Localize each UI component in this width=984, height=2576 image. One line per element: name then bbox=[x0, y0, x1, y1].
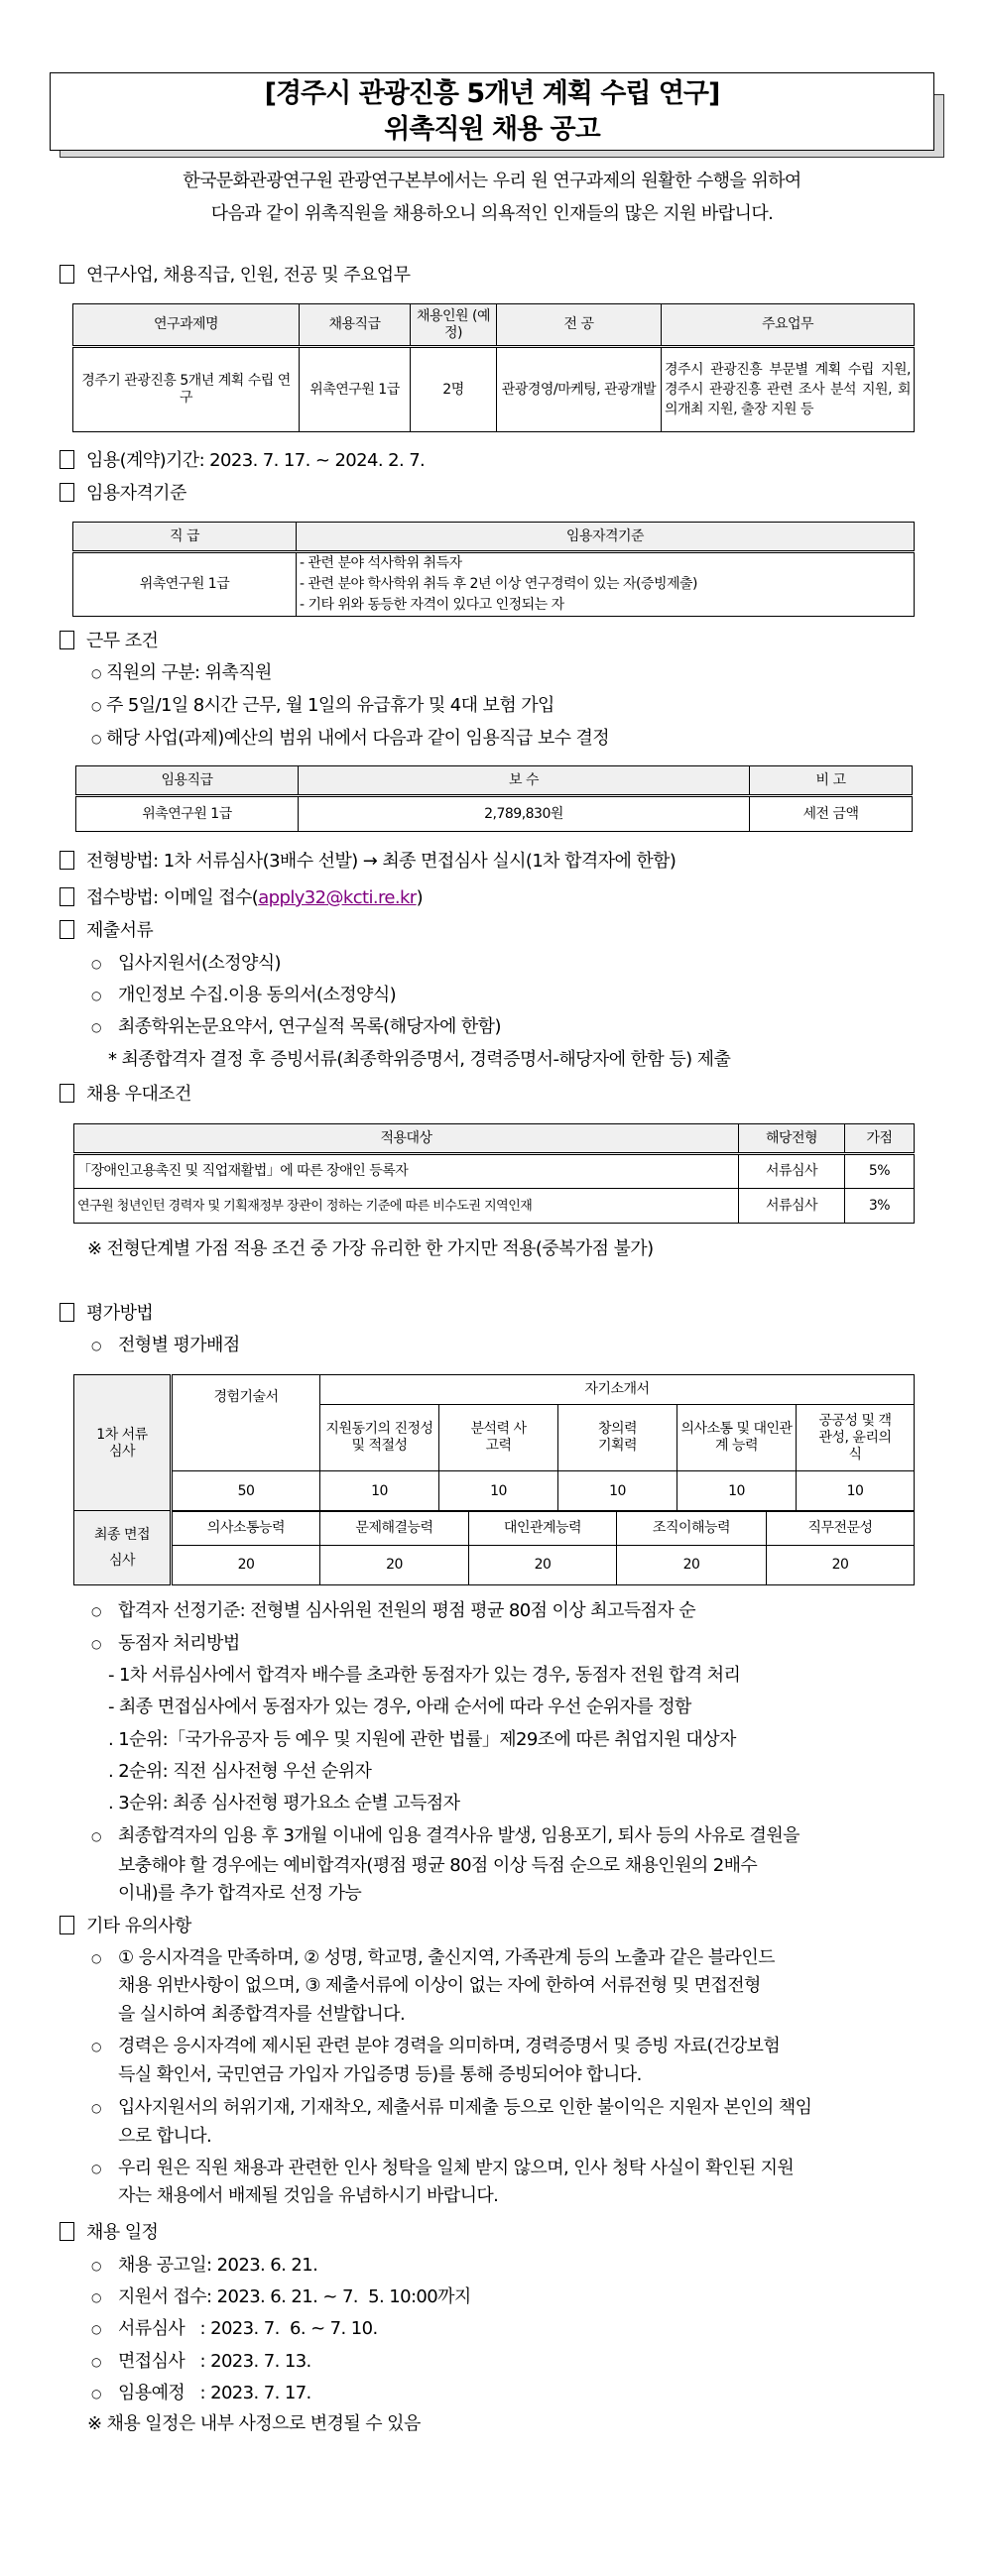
cell-grade: 위촉연구원 1급 bbox=[300, 347, 411, 432]
title-box bbox=[50, 72, 934, 151]
score-cell: 10 bbox=[558, 1471, 677, 1512]
bullet-icon: ○ bbox=[91, 1339, 102, 1352]
schedule-item: 채용 공고일: 2023. 6. 21. bbox=[118, 2255, 318, 2276]
section-heading-text: 채용 우대조건 bbox=[86, 1084, 191, 1105]
criterion-cell: 분석력 사고력 bbox=[439, 1405, 558, 1471]
criterion-cell: 의사소통 및 대인관계 능력 bbox=[677, 1405, 797, 1471]
header-cell: 임용직급 bbox=[76, 766, 299, 796]
bullet-icon: ○ bbox=[91, 2101, 102, 2115]
checkbox-icon bbox=[60, 851, 74, 870]
cell-grade: 위촉연구원 1급 bbox=[73, 552, 297, 617]
section-heading bbox=[60, 482, 186, 506]
note-line: 득실 확인서, 국민연금 가입자 가입증명 등)를 통해 증빙되어야 합니다. bbox=[118, 2064, 642, 2085]
intro-line: 다음과 같이 위촉직원을 채용하오니 의욕적인 인재들의 많은 지원 바랍니다. bbox=[210, 203, 774, 224]
header-cell: 적용대상 bbox=[74, 1124, 739, 1154]
page-subtitle: 위촉직원 채용 공고 bbox=[384, 114, 600, 145]
score-cell: 10 bbox=[797, 1471, 915, 1512]
schedule-note: ※ 채용 일정은 내부 사정으로 변경될 수 있음 bbox=[87, 2413, 421, 2434]
bullet-icon: ○ bbox=[91, 2259, 102, 2273]
work-item: 해당 사업(과제)예산의 범위 내에서 다음과 같이 임용직급 보수 결정 bbox=[106, 728, 610, 749]
schedule-item: 면접심사 : 2023. 7. 13. bbox=[118, 2351, 311, 2372]
score-cell: 50 bbox=[172, 1471, 320, 1512]
criterion-cell: 지원동기의 진정성 및 적절성 bbox=[320, 1405, 439, 1471]
section-heading-text: 평가방법 bbox=[86, 1303, 154, 1324]
header-cell: 임용자격기준 bbox=[297, 523, 915, 552]
bullet-icon: ○ bbox=[91, 1951, 102, 1965]
checkbox-icon bbox=[60, 265, 74, 284]
section-heading bbox=[60, 630, 158, 653]
period-line bbox=[60, 449, 425, 473]
score-cell: 10 bbox=[320, 1471, 439, 1512]
header-cell: 연구과제명 bbox=[73, 304, 300, 347]
method-line bbox=[60, 850, 676, 874]
bullet-icon: ○ bbox=[91, 666, 102, 680]
bullet-icon: ○ bbox=[91, 732, 102, 746]
header-cell: 주요업무 bbox=[662, 304, 915, 347]
section-heading bbox=[60, 1083, 191, 1107]
tie-heading: 동점자 처리방법 bbox=[118, 1633, 240, 1654]
header-cell: 보 수 bbox=[299, 766, 750, 796]
bullet-icon: ○ bbox=[91, 2387, 102, 2400]
note-line: 자는 채용에서 배제될 것임을 유념하시기 바랍니다. bbox=[118, 2185, 499, 2206]
qualification-table bbox=[72, 522, 915, 617]
criterion-cell: 의사소통능력 bbox=[172, 1511, 320, 1546]
bullet-icon: ○ bbox=[91, 2290, 102, 2304]
eval-sub: 전형별 평가배점 bbox=[118, 1335, 240, 1355]
apply-label: 접수방법: 이메일 접수( bbox=[86, 887, 259, 908]
section-heading-text: 채용 일정 bbox=[86, 2222, 159, 2243]
checkbox-icon bbox=[60, 1916, 74, 1934]
cell-project: 경주기 관광진흥 5개년 계획 수립 연구 bbox=[73, 347, 300, 432]
criterion-cell: 직무전문성 bbox=[767, 1511, 915, 1546]
bullet-icon: ○ bbox=[91, 2355, 102, 2369]
note-line: 우리 원은 직원 채용과 관련한 인사 청탁을 일체 받지 않으며, 인사 청탁 사실이 확인된 지원 bbox=[118, 2158, 795, 2178]
reserve-line: 보충해야 할 경우에는 예비합격자(평점 평균 80점 이상 득점 순으로 채용인원의 2배수 bbox=[118, 1855, 758, 1876]
doc-item: 개인정보 수집.이용 동의서(소정양식) bbox=[118, 985, 397, 1005]
header-cell: 가점 bbox=[845, 1124, 915, 1154]
section-heading bbox=[60, 919, 153, 943]
note-line: 경력은 응시자격에 제시된 관련 분야 경력을 의미하며, 경력증명서 및 증빙 자료(건강보험 bbox=[118, 2036, 781, 2056]
stage2-label: 최종 면접심사 bbox=[74, 1511, 172, 1585]
stage1-label: 1차 서류심사 bbox=[74, 1375, 172, 1512]
salary-table bbox=[75, 765, 913, 832]
checkbox-icon bbox=[60, 887, 74, 906]
header-cell: 해당전형 bbox=[739, 1124, 845, 1154]
cell-headcount: 2명 bbox=[411, 347, 497, 432]
checkbox-icon bbox=[60, 483, 74, 502]
score-cell: 20 bbox=[617, 1546, 767, 1585]
bullet-icon: ○ bbox=[91, 2040, 102, 2053]
criteria-item: - 관련 분야 석사학위 취득자 bbox=[300, 555, 462, 571]
score-cell: 10 bbox=[677, 1471, 797, 1512]
schedule-item: 지원서 접수: 2023. 6. 21. ~ 7. 5. 10:00까지 bbox=[118, 2286, 471, 2307]
score-cell: 20 bbox=[320, 1546, 469, 1585]
schedule-item: 임용예정 : 2023. 7. 17. bbox=[118, 2383, 311, 2403]
period-text: 임용(계약)기간: 2023. 7. 17. ~ 2024. 2. 7. bbox=[86, 450, 426, 471]
apply-close: ) bbox=[416, 887, 424, 908]
section-heading-text: 제출서류 bbox=[86, 920, 154, 941]
bullet-icon: ○ bbox=[91, 699, 102, 713]
note-line: 을 실시하여 최종합격자를 선발합니다. bbox=[118, 2004, 406, 2025]
intro-doc-label: 자기소개서 bbox=[320, 1375, 915, 1405]
note-line: ① 응시자격을 만족하며, ② 성명, 학교명, 출신지역, 가족관계 등의 노출과 같은 블라인드 bbox=[118, 1947, 775, 1968]
tie-item: - 최종 면접심사에서 동점자가 있는 경우, 아래 순서에 따라 우선 순위자를 정함 bbox=[108, 1697, 691, 1717]
bullet-icon: ○ bbox=[91, 2162, 102, 2175]
note-line: 으로 합니다. bbox=[118, 2126, 212, 2147]
rank-item: . 1순위:「국가유공자 등 예우 및 지원에 관한 법률」제29조에 따른 취업지원 대상자 bbox=[108, 1729, 736, 1750]
checkbox-icon bbox=[60, 920, 74, 939]
criterion-cell: 조직이해능력 bbox=[617, 1511, 767, 1546]
criterion-cell: 공공성 및 객관성, 윤리의식 bbox=[797, 1405, 915, 1471]
cell-target: 「장애인고용촉진 및 직업재활법」에 따른 장애인 등록자 bbox=[74, 1154, 739, 1189]
cell-major: 관광경영/마케팅, 관광개발 bbox=[497, 347, 662, 432]
cell-target: 연구원 청년인턴 경력자 및 기획재정부 장관이 정하는 기준에 따른 비수도권 지역인재 bbox=[74, 1189, 739, 1224]
exp-label: 경험기술서 bbox=[172, 1375, 320, 1471]
cell-points: 3% bbox=[845, 1189, 915, 1224]
section-heading bbox=[60, 2221, 158, 2245]
criteria-item: - 관련 분야 학사학위 취득 후 2년 이상 연구경력이 있는 자(증빙제출) bbox=[300, 576, 698, 592]
cell-stage: 서류심사 bbox=[739, 1154, 845, 1189]
header-cell: 채용인원 (예정) bbox=[411, 304, 497, 347]
preference-note: ※ 전형단계별 가점 적용 조건 중 가장 유리한 한 가지만 적용(중복가점 불가) bbox=[87, 1238, 654, 1259]
interview-table bbox=[73, 1510, 915, 1585]
bullet-icon: ○ bbox=[91, 1604, 102, 1618]
cell-stage: 서류심사 bbox=[739, 1189, 845, 1224]
header-cell: 전 공 bbox=[497, 304, 662, 347]
intro-line: 한국문화관광연구원 관광연구본부에서는 우리 원 연구과제의 원활한 수행을 위하여 bbox=[183, 171, 801, 191]
method-text: 전형방법: 1차 서류심사(3배수 선발) → 최종 면접심사 실시(1차 합격자에 한함) bbox=[86, 851, 676, 872]
criterion-cell: 창의력 기획력 bbox=[558, 1405, 677, 1471]
doc-item: 입사지원서(소정양식) bbox=[118, 953, 281, 974]
work-item: 직원의 구분: 위촉직원 bbox=[106, 662, 272, 683]
section-heading-text: 연구사업, 채용직급, 인원, 전공 및 주요업무 bbox=[86, 265, 411, 286]
bullet-icon: ○ bbox=[91, 1637, 102, 1651]
criterion-cell: 대인관계능력 bbox=[469, 1511, 617, 1546]
evaluation-table bbox=[73, 1374, 915, 1512]
email-link[interactable]: apply32@kcti.re.kr bbox=[258, 887, 417, 908]
header-cell: 직 급 bbox=[73, 523, 297, 552]
bullet-icon: ○ bbox=[91, 1829, 102, 1843]
cell-duties: 경주시 관광진흥 부문별 계획 수립 지원, 경주시 관광진흥 관련 조사 분석 지원, 회의개최 지원, 출장 지원 등 bbox=[662, 347, 915, 432]
cell-salary: 2,789,830원 bbox=[299, 796, 750, 832]
checkbox-icon bbox=[60, 631, 74, 649]
cell-remark: 세전 금액 bbox=[750, 796, 913, 832]
score-cell: 20 bbox=[172, 1546, 320, 1585]
schedule-item: 서류심사 : 2023. 7. 6. ~ 7. 10. bbox=[118, 2318, 378, 2339]
section-heading bbox=[60, 264, 410, 288]
work-item: 주 5일/1일 8시간 근무, 월 1일의 유급휴가 및 4대 보험 가입 bbox=[106, 695, 554, 716]
doc-item: 최종학위논문요약서, 연구실적 목록(해당자에 한함) bbox=[118, 1016, 501, 1037]
section-heading-text: 근무 조건 bbox=[86, 631, 159, 651]
reserve-line: 이내)를 추가 합격자로 선정 가능 bbox=[118, 1883, 362, 1904]
pass-criteria: 합격자 선정기준: 전형별 심사위원 전원의 평점 평균 80점 이상 최고득점자 순 bbox=[118, 1600, 696, 1621]
checkbox-icon bbox=[60, 1303, 74, 1322]
checkbox-icon bbox=[60, 2222, 74, 2241]
bullet-icon: ○ bbox=[91, 989, 102, 1002]
cell-grade: 위촉연구원 1급 bbox=[76, 796, 299, 832]
rank-item: . 3순위: 최종 심사전형 평가요소 순별 고득점자 bbox=[108, 1793, 460, 1814]
reserve-line: 최종합격자의 임용 후 3개월 이내에 임용 결격사유 발생, 임용포기, 퇴사 등의 사유로 결원을 bbox=[118, 1825, 800, 1846]
criteria-item: - 기타 위와 동등한 자격이 있다고 인정되는 자 bbox=[300, 597, 564, 613]
apply-line bbox=[60, 886, 423, 910]
score-cell: 10 bbox=[439, 1471, 558, 1512]
cell-criteria bbox=[297, 552, 915, 617]
score-cell: 20 bbox=[469, 1546, 617, 1585]
note-line: 채용 위반사항이 없으며, ③ 제출서류에 이상이 없는 자에 한하여 서류전형 및 면접전형 bbox=[118, 1975, 761, 1996]
project-table bbox=[72, 303, 915, 432]
bullet-icon: ○ bbox=[91, 957, 102, 971]
preference-table bbox=[73, 1123, 915, 1224]
section-heading bbox=[60, 1302, 153, 1326]
section-heading bbox=[60, 1915, 191, 1938]
doc-note: * 최종합격자 결정 후 증빙서류(최종학위증명서, 경력증명서-해당자에 한함 등) 제출 bbox=[108, 1049, 731, 1070]
section-heading-text: 임용자격기준 bbox=[86, 483, 186, 504]
rank-item: . 2순위: 직전 심사전형 우선 순위자 bbox=[108, 1761, 372, 1782]
tie-item: - 1차 서류심사에서 합격자 배수를 초과한 동점자가 있는 경우, 동점자 전원 합격 처리 bbox=[108, 1665, 741, 1686]
bullet-icon: ○ bbox=[91, 1020, 102, 1034]
criterion-cell: 문제해결능력 bbox=[320, 1511, 469, 1546]
checkbox-icon bbox=[60, 450, 74, 469]
checkbox-icon bbox=[60, 1084, 74, 1103]
cell-points: 5% bbox=[845, 1154, 915, 1189]
score-cell: 20 bbox=[767, 1546, 915, 1585]
bullet-icon: ○ bbox=[91, 2322, 102, 2336]
header-cell: 채용직급 bbox=[300, 304, 411, 347]
page-title: [경주시 관광진흥 5개년 계획 수립 연구] bbox=[264, 78, 720, 109]
header-cell: 비 고 bbox=[750, 766, 913, 796]
note-line: 입사지원서의 허위기재, 기재착오, 제출서류 미제출 등으로 인한 불이익은 지원자 본인의 책임 bbox=[118, 2097, 812, 2118]
section-heading-text: 기타 유의사항 bbox=[86, 1916, 191, 1936]
